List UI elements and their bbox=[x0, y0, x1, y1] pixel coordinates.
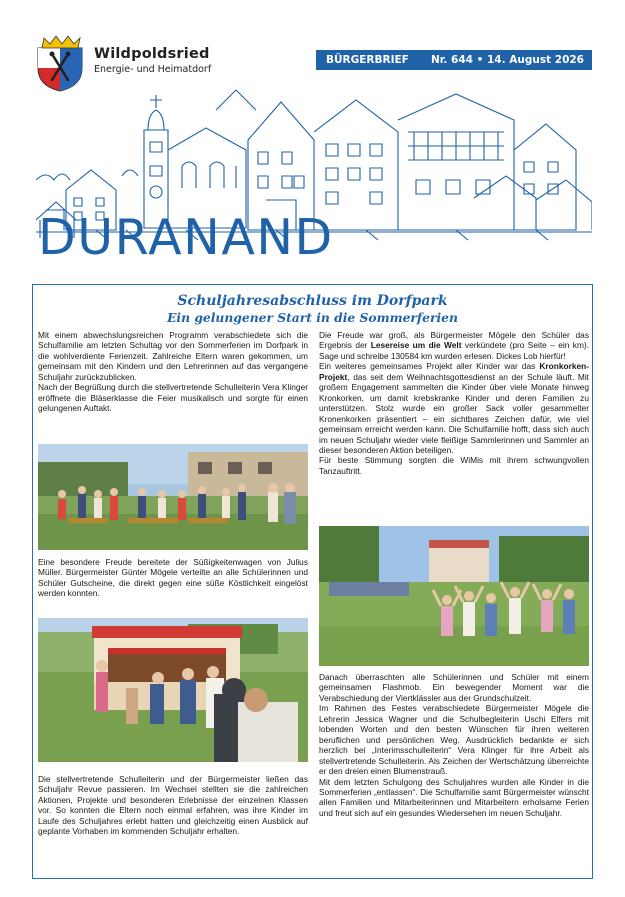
left-text-block-3 bbox=[38, 774, 308, 837]
photo-brass-class bbox=[38, 444, 308, 550]
highlight-lesereise: Lesereise um die Welt bbox=[370, 340, 462, 351]
right-text-block-1 bbox=[319, 330, 589, 476]
left-text-block-1 bbox=[38, 330, 308, 414]
paragraph: Für beste Stimmung sorgten die WiMis mit ihrem schwungvollen Tanzauftritt. bbox=[319, 455, 589, 476]
masthead-title: DURANAND bbox=[38, 209, 334, 266]
photo-dance-performance bbox=[319, 526, 589, 666]
issue-series: BÜRGERBRIEF bbox=[326, 54, 409, 66]
article-headline: Schuljahresabschluss im Dorfpark bbox=[177, 293, 448, 309]
paragraph: Nach der Begrüßung durch die stellvertretende Schulleiterin Vera Klinger eröffnete die Bläserklasse die Feier musikalisch und sorgte für einen gelungenen Auftakt. bbox=[38, 382, 308, 414]
paragraph: Im Rahmen des Festes verabschiedete Bürgermeister Mögele die Lehrerin Jessica Wagner und die Schulbegleiterin Uschi Elfers mit lobenden Worten und den besten Wünschen für ihren weiteren beruflichen und persönlichen Weg. Ausdrücklich bedankte er sich herzlich bei „Interimsschulleiterin“ Vera Klinger für ihre Arbeit als stellvertretende Schulleiterin. Als Zeichen der Wertschätzung überreichte er den dreien einen Blumenstrauß. bbox=[319, 703, 589, 777]
paragraph: Ein weiteres gemeinsames Projekt aller Kinder war das Kronkorken-Projekt, das seit dem Weihnachtsgottesdienst an der Schule läuft. Mit großem Engagement sammelten die Kinder über viele Monate hinweg Kronkorken, um damit krebskranke Kinder und deren Familien zu unterstützen. Stolz wurde ein großer Sack voller gesammelter Kronenkorken präsentiert – ein sichtbares Zeichen dafür, wie viel gemeinsam erreicht werden kann. Die Schulfamilie hofft, dass sich auch im neuen Schuljahr wieder viele fleißige Sammlerinnen und Sammler an dieser besonderen Aktion beteiligen. bbox=[319, 361, 589, 455]
left-text-block-2 bbox=[38, 557, 308, 599]
highlight-kronkorken: Kronkorken-Projekt bbox=[319, 361, 589, 382]
paragraph: Eine besondere Freude bereitete der Süßigkeitenwagen von Julius Müller. Bürgermeister Günter Mögele verteilte an alle Schülerinnen und Schüler Gutscheine, die direkt gegen eine süße Köstlichkeit eingelöst werden konnten. bbox=[38, 557, 308, 599]
article-subheadline: Ein gelungener Start in die Sommerferien bbox=[167, 310, 458, 325]
brand-tagline: Energie- und Heimatdorf bbox=[94, 64, 212, 75]
paragraph: Mit dem letzten Schulgong des Schuljahres wurden alle Kinder in die Sommerferien „entlassen“. Die Schulfamilie samt Bürgermeister wünscht allen Familien und Mitarbeiterinnen und Mitarbeitern erholsame Ferien und freut sich auf ein gesundes Wiedersehen im neuen Schuljahr. bbox=[319, 776, 589, 818]
paragraph: Die stellvertretende Schulleiterin und der Bürgermeister ließen das Schuljahr Revue passieren. Im Wechsel stellten sie die zahlreichen Aktionen, Projekte und besonderen Erlebnisse der einzelnen Klassen vor. So konnten die Eltern noch einmal erfahren, was ihre Kinder im Laufe des Schuljahres erlebt hatten und gleichzeitig einen Ausblick auf geplante Vorhaben im kommenden Schuljahr erhalten. bbox=[38, 774, 308, 837]
brand-name: Wildpoldsried bbox=[94, 46, 210, 62]
paragraph: Mit einem abwechslungsreichen Programm verabschiedete sich die Schulfamilie am letzten Schultag vor den Sommerferien im Dorfpark in die wohlverdiente Ferienzeit. Zahlreiche Eltern waren gekommen, um gemeinsam mit den Kindern und den Lehrerinnen auf das vergangene Schuljahr zurückzublicken. bbox=[38, 330, 308, 382]
photo-sweets-wagon bbox=[38, 618, 308, 762]
issue-bar bbox=[316, 50, 592, 70]
right-text-block-2 bbox=[319, 672, 589, 818]
paragraph: Danach überraschten alle Schülerinnen und Schüler mit einem gemeinsamen Flashmob. Ein bewegender Moment war die Verabschiedung der Viertklässler aus der Grundschulzeit. bbox=[319, 672, 589, 703]
paragraph: Die Freude war groß, als Bürgermeister Mögele den Schüler das Ergebnis der Lesereise um die Welt verkündete (pro Seite – ein km). Sage und schreibe 130584 km wurden erlesen. Dickes Lob hierfür! bbox=[319, 330, 589, 361]
issue-number-date: Nr. 644 • 14. August 2026 bbox=[430, 54, 584, 66]
